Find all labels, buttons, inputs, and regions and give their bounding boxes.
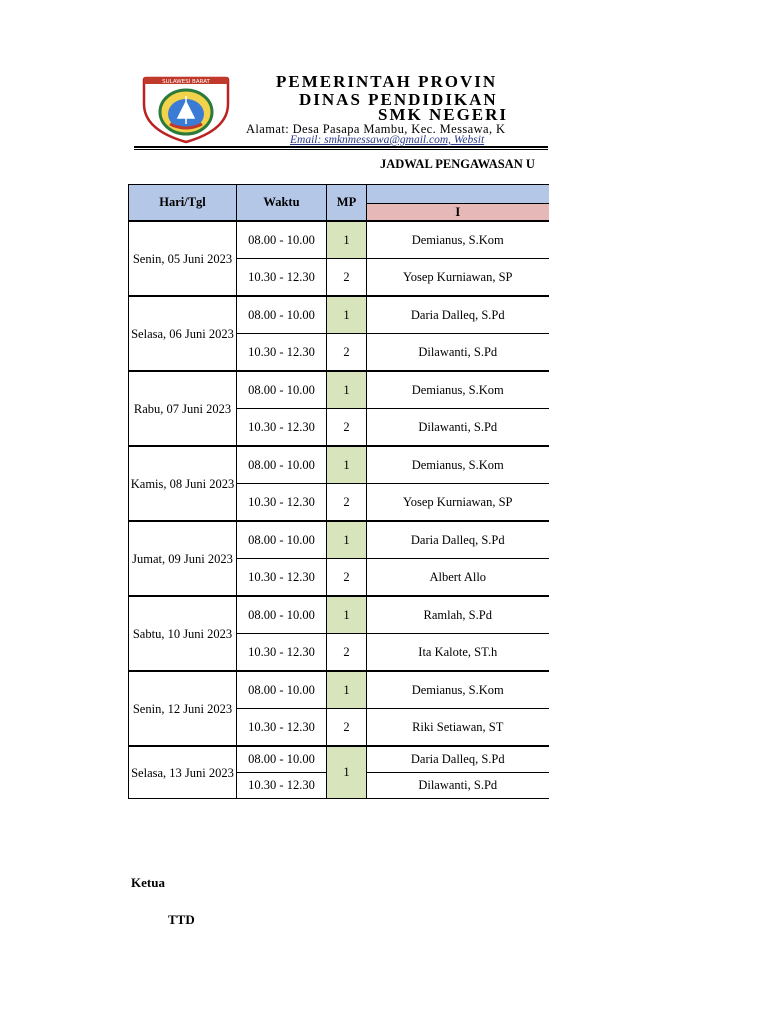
table-row — [129, 671, 549, 709]
schedule-table — [128, 184, 549, 799]
mp-cell: 1 — [327, 446, 367, 484]
time-cell: 08.00 - 10.00 — [237, 296, 327, 334]
time-cell: 10.30 - 12.30 — [237, 773, 327, 799]
header-mp: MP — [327, 185, 367, 222]
header-room-group — [367, 185, 549, 204]
day-cell: Rabu, 07 Juni 2023 — [129, 371, 237, 446]
mp-cell: 2 — [327, 559, 367, 597]
supervisor-cell: Demianus, S.Kom — [367, 221, 549, 259]
svg-text:SULAWESI BARAT: SULAWESI BARAT — [162, 79, 210, 85]
table-row — [129, 521, 549, 559]
time-cell: 08.00 - 10.00 — [237, 371, 327, 409]
supervisor-cell: Demianus, S.Kom — [367, 671, 549, 709]
supervisor-cell: Dilawanti, S.Pd — [367, 409, 549, 447]
time-cell: 08.00 - 10.00 — [237, 596, 327, 634]
letterhead-school-line: SMK NEGERI — [378, 105, 509, 124]
day-cell: Senin, 12 Juni 2023 — [129, 671, 237, 746]
document-title: JADWAL PENGAWASAN U — [380, 157, 535, 171]
mp-cell: 1 — [327, 296, 367, 334]
letterhead-address: Alamat: Desa Pasapa Mambu, Kec. Messawa, K — [246, 122, 506, 136]
signature-label: TTD — [168, 912, 195, 927]
header-time: Waktu — [237, 185, 327, 222]
mp-cell: 2 — [327, 409, 367, 447]
header-day: Hari/Tgl — [129, 185, 237, 222]
time-cell: 10.30 - 12.30 — [237, 709, 327, 747]
time-cell: 08.00 - 10.00 — [237, 446, 327, 484]
supervisor-cell: Yosep Kurniawan, SP — [367, 484, 549, 522]
supervisor-cell: Albert Allo — [367, 559, 549, 597]
day-cell: Selasa, 13 Juni 2023 — [129, 746, 237, 799]
supervisor-cell: Daria Dalleq, S.Pd — [367, 746, 549, 773]
table-row — [129, 596, 549, 634]
time-cell: 10.30 - 12.30 — [237, 259, 327, 297]
supervisor-cell: Dilawanti, S.Pd — [367, 773, 549, 799]
time-cell: 10.30 - 12.30 — [237, 559, 327, 597]
time-cell: 08.00 - 10.00 — [237, 671, 327, 709]
province-emblem-logo — [138, 74, 234, 144]
time-cell: 10.30 - 12.30 — [237, 334, 327, 372]
mp-cell: 2 — [327, 634, 367, 672]
mp-cell: 1 — [327, 671, 367, 709]
supervisor-cell: Dilawanti, S.Pd — [367, 334, 549, 372]
table-row — [129, 746, 549, 773]
supervisor-cell: Daria Dalleq, S.Pd — [367, 296, 549, 334]
mp-cell: 2 — [327, 484, 367, 522]
supervisor-cell: Riki Setiawan, ST — [367, 709, 549, 747]
mp-cell: 1 — [327, 521, 367, 559]
mp-cell: 1 — [327, 371, 367, 409]
mp-cell: 1 — [327, 596, 367, 634]
letterhead-government-line: PEMERINTAH PROVIN — [276, 72, 498, 91]
time-cell: 10.30 - 12.30 — [237, 409, 327, 447]
mp-cell: 2 — [327, 334, 367, 372]
day-cell: Sabtu, 10 Juni 2023 — [129, 596, 237, 671]
table-row — [129, 296, 549, 334]
day-cell: Selasa, 06 Juni 2023 — [129, 296, 237, 371]
table-row — [129, 446, 549, 484]
time-cell: 08.00 - 10.00 — [237, 521, 327, 559]
supervisor-cell: Daria Dalleq, S.Pd — [367, 521, 549, 559]
letterhead-rule-thin — [134, 149, 548, 150]
supervisor-cell: Demianus, S.Kom — [367, 446, 549, 484]
supervisor-cell: Ita Kalote, ST.h — [367, 634, 549, 672]
mp-cell: 1 — [327, 221, 367, 259]
day-cell: Senin, 05 Juni 2023 — [129, 221, 237, 296]
letterhead-email-link[interactable]: Email: smknmessawa@gmail.com, Websit — [290, 134, 485, 146]
time-cell: 08.00 - 10.00 — [237, 746, 327, 773]
supervisor-cell: Ramlah, S.Pd — [367, 596, 549, 634]
mp-cell: 2 — [327, 709, 367, 747]
time-cell: 10.30 - 12.30 — [237, 634, 327, 672]
mp-cell: 2 — [327, 259, 367, 297]
day-cell: Kamis, 08 Juni 2023 — [129, 446, 237, 521]
time-cell: 10.30 - 12.30 — [237, 484, 327, 522]
letterhead-agency-line: DINAS PENDIDIKAN — [299, 90, 498, 109]
table-row — [129, 371, 549, 409]
letterhead-rule-thick — [134, 146, 548, 148]
time-cell: 08.00 - 10.00 — [237, 221, 327, 259]
header-room-i: I — [367, 204, 549, 222]
supervisor-cell: Demianus, S.Kom — [367, 371, 549, 409]
day-cell: Jumat, 09 Juni 2023 — [129, 521, 237, 596]
supervisor-cell: Yosep Kurniawan, SP — [367, 259, 549, 297]
mp-cell-merged: 1 — [327, 746, 367, 799]
chair-label: Ketua — [131, 875, 165, 890]
table-row — [129, 221, 549, 259]
